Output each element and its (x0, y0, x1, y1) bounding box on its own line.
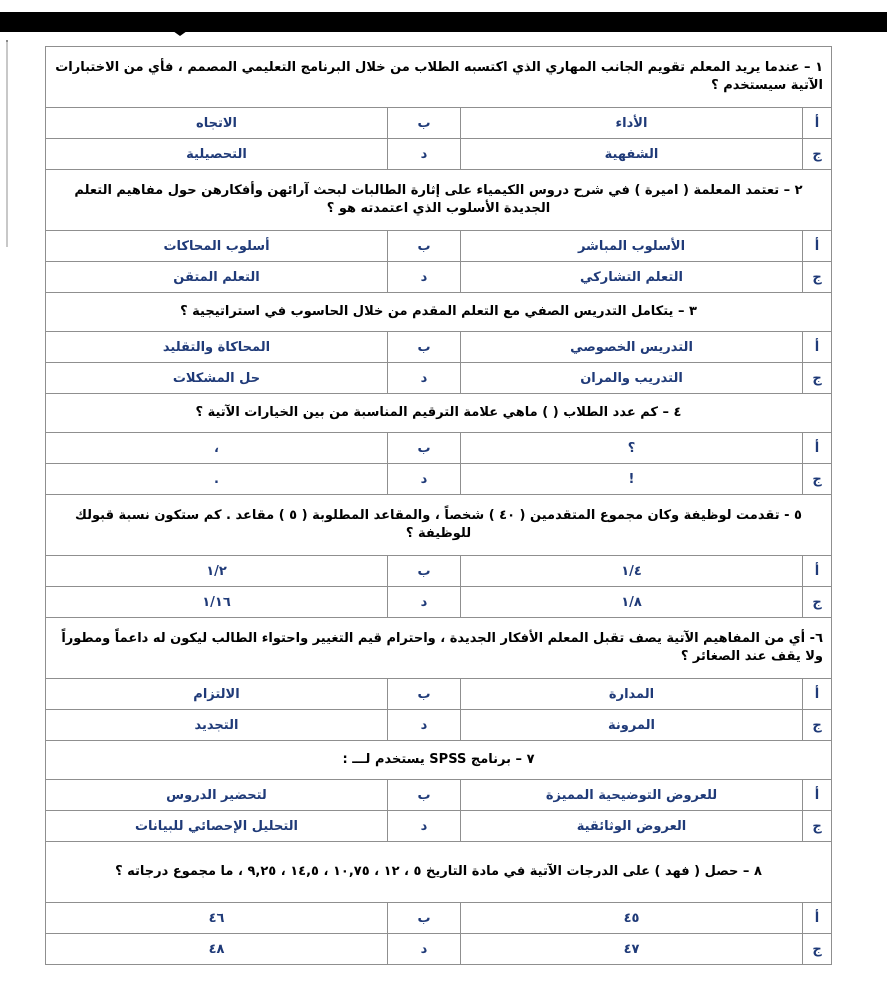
answer-option[interactable]: التحليل الإحصائي للبيانات (46, 811, 388, 842)
answer-option[interactable]: التعلم التشاركي (461, 262, 803, 293)
answer-option[interactable]: ٤٧ (461, 934, 803, 965)
answer-option[interactable]: لتحضير الدروس (46, 780, 388, 811)
option-letter: ج (803, 710, 832, 741)
option-letter: ج (803, 464, 832, 495)
option-letter: ب (388, 556, 461, 587)
answer-row (46, 780, 832, 811)
answer-option[interactable]: التجديد (46, 710, 388, 741)
answer-option[interactable]: الشفهية (461, 139, 803, 170)
option-letter: ب (388, 679, 461, 710)
answer-option[interactable]: ٤٥ (461, 903, 803, 934)
answer-row (46, 433, 832, 464)
answer-row (46, 464, 832, 495)
question-text: ٦- أي من المفاهيم الآتية يصف تقبل المعلم الأفكار الجديدة ، واحترام قيم التغيير واحتواء الطالب ليكون له داعماً ومطوراً ولا يقف عند الصغائر ؟ (46, 618, 832, 679)
option-letter: د (388, 363, 461, 394)
option-letter: ب (388, 231, 461, 262)
answer-option[interactable]: الالتزام (46, 679, 388, 710)
question-text: ٥ - تقدمت لوظيفة وكان مجموع المتقدمين ( ٤٠ ) شخصاً ، والمقاعد المطلوبة ( ٥ ) مقاعد . كم ستكون نسبة قبولك للوظيفة ؟ (46, 495, 832, 556)
top-bar-strip (0, 12, 887, 32)
answer-row (46, 108, 832, 139)
answer-option[interactable]: الأسلوب المباشر (461, 231, 803, 262)
question-row (46, 842, 832, 903)
question-row (46, 495, 832, 556)
answer-row (46, 587, 832, 618)
question-text: ٨ – حصل ( فهد ) على الدرجات الآتية في مادة التاريخ ٥ ، ١٢ ، ١٠,٧٥ ، ١٤,٥ ، ٩,٢٥ ، ما مجموع درجاته ؟ (46, 842, 832, 903)
option-letter: ب (388, 433, 461, 464)
answer-row (46, 139, 832, 170)
question-text: ٤ – كم عدد الطلاب ( ) ماهي علامة الترقيم المناسبة من بين الخيارات الآتية ؟ (46, 394, 832, 433)
answer-option[interactable]: للعروض التوضيحية المميزة (461, 780, 803, 811)
option-letter: أ (803, 108, 832, 139)
answer-option[interactable]: حل المشكلات (46, 363, 388, 394)
option-letter: ج (803, 934, 832, 965)
option-letter: د (388, 934, 461, 965)
answer-row (46, 363, 832, 394)
question-row (46, 741, 832, 780)
option-letter: ب (388, 332, 461, 363)
question-text: ١ – عندما يريد المعلم تقويم الجانب المهاري الذي اكتسبه الطلاب من خلال البرنامج التعليمي المصمم ، فأي من الاختبارات الآتية سيستخدم ؟ (46, 47, 832, 108)
option-letter: ج (803, 139, 832, 170)
left-gutter (0, 34, 14, 1000)
option-letter: د (388, 262, 461, 293)
answer-row (46, 710, 832, 741)
question-row (46, 47, 832, 108)
answer-option[interactable]: ؟ (461, 433, 803, 464)
answer-option[interactable]: ١/٤ (461, 556, 803, 587)
option-letter: ج (803, 811, 832, 842)
option-letter: د (388, 587, 461, 618)
answer-option[interactable]: ٤٦ (46, 903, 388, 934)
answer-row (46, 332, 832, 363)
option-letter: ج (803, 587, 832, 618)
answer-option[interactable]: المدارة (461, 679, 803, 710)
answer-row (46, 811, 832, 842)
option-letter: أ (803, 780, 832, 811)
answer-option[interactable]: ! (461, 464, 803, 495)
answer-option[interactable]: ١/١٦ (46, 587, 388, 618)
option-letter: أ (803, 433, 832, 464)
option-letter: أ (803, 679, 832, 710)
option-letter: ب (388, 780, 461, 811)
option-letter: د (388, 811, 461, 842)
answer-option[interactable]: التدريس الخصوصي (461, 332, 803, 363)
answer-option[interactable]: المحاكاة والتقليد (46, 332, 388, 363)
answer-option[interactable]: التحصيلية (46, 139, 388, 170)
top-bar-notch (166, 26, 194, 36)
answer-option[interactable]: الأداء (461, 108, 803, 139)
top-bar (0, 0, 887, 34)
answer-option[interactable]: ٤٨ (46, 934, 388, 965)
answer-option[interactable]: التعلم المتقن (46, 262, 388, 293)
quiz-table (45, 46, 832, 965)
answer-option[interactable]: المرونة (461, 710, 803, 741)
answer-option[interactable]: ، (46, 433, 388, 464)
question-text: ٧ – برنامج SPSS يستخدم لـــ : (46, 741, 832, 780)
answer-option[interactable]: ١/٨ (461, 587, 803, 618)
answer-option[interactable]: الاتجاه (46, 108, 388, 139)
option-letter: ب (388, 903, 461, 934)
question-row (46, 170, 832, 231)
question-row (46, 394, 832, 433)
gutter-scroll-track[interactable] (6, 42, 8, 247)
option-letter: د (388, 464, 461, 495)
answer-row (46, 556, 832, 587)
answer-option[interactable]: العروض الوثائقية (461, 811, 803, 842)
option-letter: أ (803, 231, 832, 262)
question-text: ٣ – يتكامل التدريس الصفي مع التعلم المقدم من خلال الحاسوب في استراتيجية ؟ (46, 293, 832, 332)
question-row (46, 293, 832, 332)
option-letter: د (388, 710, 461, 741)
answer-row (46, 262, 832, 293)
question-text: ٢ – تعتمد المعلمة ( اميرة ) في شرح دروس الكيمياء على إثارة الطالبات لبحث آرائهن وأفكارهن حول مفاهيم التعلم الجديدة الأسلوب الذي اعتمدته هو ؟ (46, 170, 832, 231)
answer-row (46, 934, 832, 965)
option-letter: أ (803, 556, 832, 587)
option-letter: ب (388, 108, 461, 139)
option-letter: ج (803, 363, 832, 394)
answer-row (46, 679, 832, 710)
option-letter: د (388, 139, 461, 170)
question-row (46, 618, 832, 679)
option-letter: ج (803, 262, 832, 293)
option-letter: أ (803, 903, 832, 934)
answer-option[interactable]: أسلوب المحاكات (46, 231, 388, 262)
answer-row (46, 903, 832, 934)
answer-option[interactable]: التدريب والمران (461, 363, 803, 394)
answer-row (46, 231, 832, 262)
option-letter: أ (803, 332, 832, 363)
answer-option[interactable]: . (46, 464, 388, 495)
answer-option[interactable]: ١/٢ (46, 556, 388, 587)
